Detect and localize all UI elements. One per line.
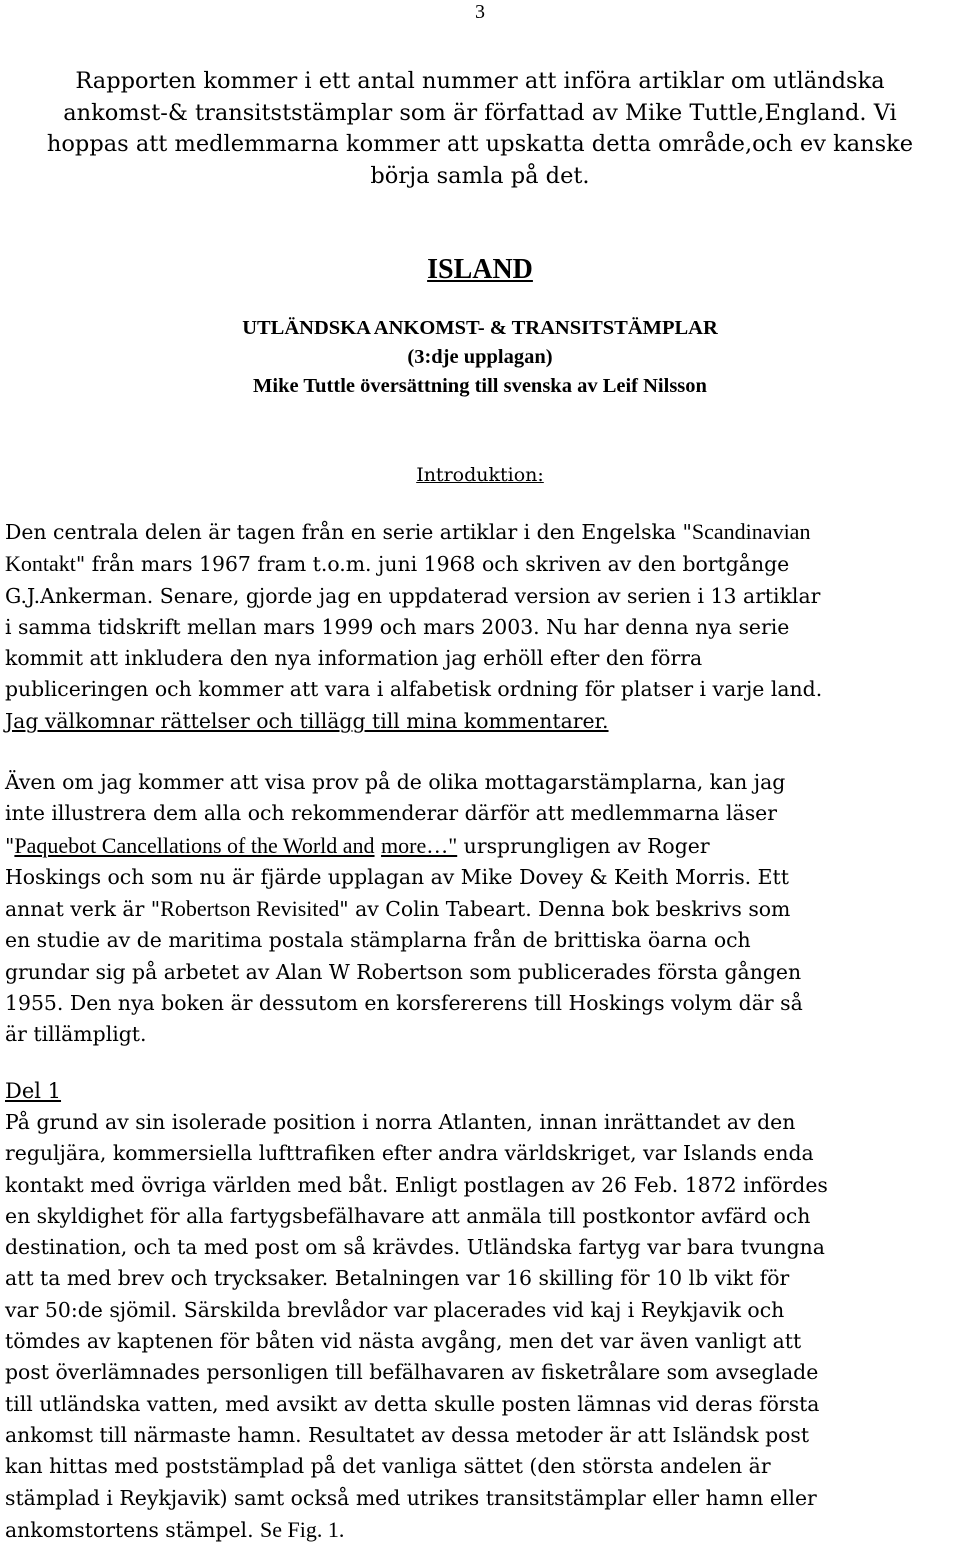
text-line: reguljära, kommersiella lufttrafiken efter andra världskriget, var Islands enda [5, 1141, 814, 1166]
text-run: G.J.Ankerman. [5, 583, 154, 608]
text-run: " från mars 1967 fram t.o.m. juni 1968 och skriven av den bortgånge [75, 552, 790, 577]
text-line: en studie av de maritima postala stämplarna från de brittiska öarna och [5, 928, 751, 953]
text-run: Senare, gjorde jag en uppdaterad version av serien i 13 artiklar [153, 583, 821, 608]
book-title: Paquebot Cancellations of the World and [14, 832, 375, 858]
text-line: Hoskings och som nu är fjärde upplagan av Mike Dovey & Keith Morris. Ett [5, 864, 789, 889]
intro-line: ankomst-& transitststämplar som är författad av Mike Tuttle,England. Vi [63, 99, 897, 126]
text-line: 1955. Den nya boken är dessutom en korsfererens till Hoskings volym där så [5, 991, 803, 1016]
text-line [5, 581, 960, 612]
translation-credit: Mike Tuttle översättning till svenska av Leif Nilsson [253, 375, 707, 397]
text-line: destination, och ta med post om så krävdes. Utländska fartyg var bara tvungna [5, 1235, 825, 1260]
magazine-name: Scandinavian [691, 519, 811, 544]
document-subtitle: UTLÄNDSKA ANKOMST- & TRANSITSTÄMPLAR [242, 317, 718, 339]
text-line-underlined: Jag välkomnar rättelser och tillägg till mina kommentarer. [5, 708, 609, 733]
intro-line: börja samla på det. [370, 162, 590, 189]
document-title: ISLAND [427, 254, 533, 285]
text-line: publiceringen och kommer att vara i alfabetisk ordning för platser i varje land. [5, 677, 823, 702]
text-run: " av Colin Tabeart. Denna bok beskrivs som [339, 897, 791, 922]
text-line [5, 893, 960, 925]
intro-line: hoppas att medlemmarna kommer att upskatta detta område,och ev kanske [46, 131, 914, 157]
section-heading-del-1: Del 1 [5, 1079, 62, 1103]
text-line: ankomst till närmaste hamn. Resultatet av dessa metoder är att Isländsk post [5, 1422, 810, 1447]
text-line: grundar sig på arbetet av Alan W Robertson som publicerades första gången [5, 959, 802, 984]
edition-note: (3:dje upplagan) [407, 346, 553, 368]
text-line [5, 830, 960, 862]
text-run: Nu har denna nya serie [539, 614, 790, 639]
text-line: stämplad i Reykjavik) samt också med utrikes transitstämplar eller hamn eller [5, 1485, 817, 1510]
text-line: kontakt med övriga världen med båt. Enligt postlagen av 26 Feb. 1872 infördes [5, 1172, 828, 1197]
book-title: more…" [381, 832, 458, 858]
text-line [5, 612, 960, 643]
section-heading-introduction: Introduktion: [416, 464, 544, 486]
text-line: var 50:de sjömil. Särskilda brevlådor var placerades vid kaj i Reykjavik och [5, 1297, 785, 1322]
text-line: post överlämnades personligen till befälhavaren av fisketrålare som avseglade [5, 1360, 819, 1385]
text-line: en skyldighet för alla fartygsbefälhavare att anmäla till postkontor avfärd och [5, 1203, 811, 1228]
text-line: På grund av sin isolerade position i norra Atlanten, innan inrättandet av den [5, 1110, 796, 1134]
paragraph-references [5, 767, 960, 1051]
text-run: i samma tidskrift mellan mars 1999 och mars 2003. [5, 614, 540, 639]
page-number: 3 [475, 1, 485, 23]
paragraph-history [5, 1107, 960, 1546]
text-run: " [5, 833, 15, 858]
text-line [5, 516, 960, 548]
text-line: kommit att inkludera den nya information jag erhöll efter den förra [5, 646, 703, 671]
intro-note [20, 66, 940, 192]
paragraph-introduction [5, 516, 960, 737]
intro-line: Rapporten kommer i ett antal nummer att införa artiklar om utländska [75, 68, 885, 94]
text-run: ankomstortens stämpel. [5, 1517, 261, 1542]
magazine-name: Kontakt [5, 551, 76, 577]
text-run: Den centrala delen är tagen från en serie artiklar i den Engelska " [5, 520, 692, 544]
text-run: annat verk är " [5, 897, 161, 922]
figure-reference: Se Fig. 1. [260, 1516, 345, 1542]
text-line: kan hittas med poststämplad på det vanliga sättet (den största andelen är [5, 1454, 771, 1479]
text-run: ursprungligen av Roger [457, 833, 710, 858]
text-line: Även om jag kommer att visa prov på de olika mottagarstämplarna, kan jag [5, 770, 786, 794]
text-line: att ta med brev och trycksaker. Betalningen var 16 skilling för 10 lb vikt för [5, 1266, 790, 1291]
book-title: Robertson Revisited [160, 896, 340, 922]
text-line [5, 1514, 960, 1546]
text-line [5, 548, 960, 580]
text-line: till utländska vatten, med avsikt av detta skulle posten lämnas vid deras första [5, 1391, 820, 1416]
text-line: inte illustrera dem alla och rekommenderar därför att medlemmarna läser [5, 801, 777, 826]
text-line: tömdes av kaptenen för båten vid nästa avgång, men det var även vanligt att [5, 1329, 802, 1354]
text-line: är tillämpligt. [5, 1022, 147, 1047]
